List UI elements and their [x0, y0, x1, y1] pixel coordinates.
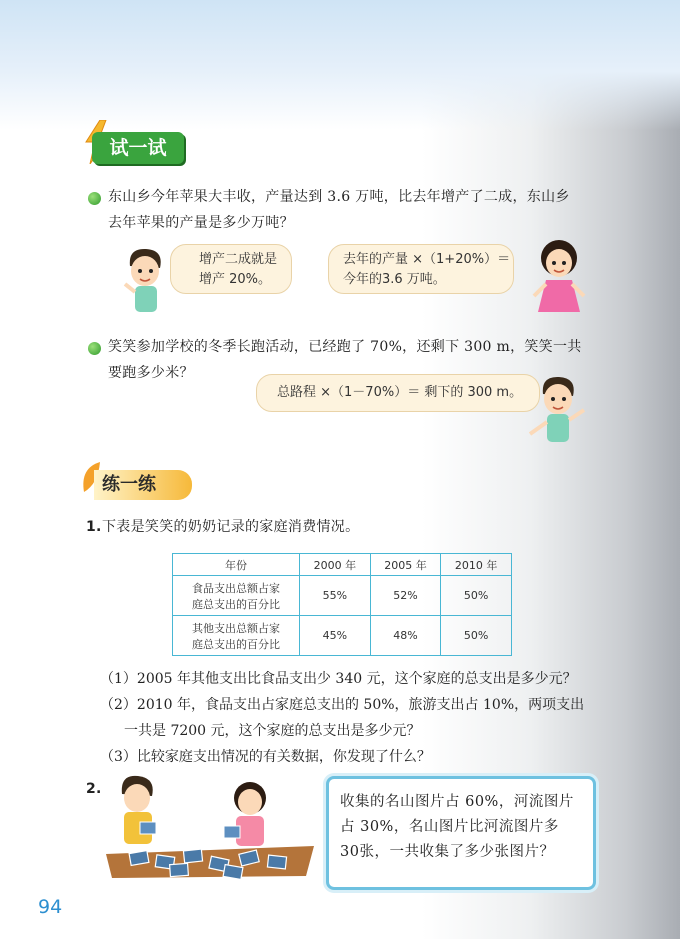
question-3: （3）比较家庭支出情况的有关数据，你发现了什么？ [100, 749, 431, 765]
table-cell: 52% [370, 576, 441, 616]
boy-illustration [120, 244, 170, 314]
boy-illustration [526, 372, 590, 446]
exercise2-line1: 收集的名山图片占 60%，河流图片 [340, 794, 574, 810]
question-1: （1）2005 年其他支出比食品支出少 340 元，这个家庭的总支出是多少元？ [100, 671, 577, 687]
bubble-xiaoxiao-text: 总路程 ×（1－70%）＝ 剩下的 300 m。 [277, 385, 523, 400]
bubble-boy-line2: 增产 20%。 [199, 272, 272, 287]
exercise1-number: 1. [86, 519, 102, 535]
problem1-line2: 去年苹果的产量是多少万吨？ [108, 215, 294, 231]
table-cell: 45% [300, 616, 371, 656]
table-row [173, 576, 512, 616]
exercise2-line3: 30张，一共收集了多少张图片？ [340, 844, 555, 860]
speech-bubble-xiaoxiao [256, 374, 540, 412]
section-title-try: 试一试 [92, 132, 184, 164]
bubble-girl-line2: 今年的3.6 万吨。 [343, 272, 446, 287]
exercise1-intro: 下表是笑笑的奶奶记录的家庭消费情况。 [102, 519, 360, 535]
problem1-line1: 东山乡今年苹果大丰收，产量达到 3.6 万吨，比去年增产了二成，东山乡 [108, 189, 570, 205]
question-2-line2: 一共是 7200 元，这个家庭的总支出是多少元？ [124, 723, 421, 739]
kids-sorting-pictures-illustration [100, 772, 320, 880]
bubble-girl-line1: 去年的产量 ×（1+20%）＝ [343, 252, 511, 267]
bullet-icon [88, 342, 101, 355]
table-row [173, 616, 512, 656]
question-2-line1: （2）2010 年，食品支出占家庭总支出的 50%，旅游支出占 10%，两项支出 [100, 697, 585, 713]
table-row-label [173, 616, 300, 656]
table-cell: 50% [441, 616, 512, 656]
table-header-cell: 2005 年 [370, 554, 441, 576]
expense-table [172, 553, 512, 656]
problem2-line2: 要跑多少米？ [108, 365, 194, 381]
exercise2-number: 2. [86, 781, 102, 797]
page-number: 94 [38, 896, 63, 918]
row-label-line1: 食品支出总额占家 [192, 581, 280, 595]
exercise2-line2: 占 30%，名山图片比河流图片多 [340, 819, 559, 835]
exercise2-text [340, 790, 580, 865]
section-title-practice: 练一练 [94, 470, 192, 500]
table-header-cell: 2000 年 [300, 554, 371, 576]
table-header-row [173, 554, 512, 576]
table-cell: 55% [300, 576, 371, 616]
girl-illustration [530, 236, 588, 320]
table-cell: 48% [370, 616, 441, 656]
table-row-label [173, 576, 300, 616]
problem2-line1: 笑笑参加学校的冬季长跑活动，已经跑了 70%，还剩下 300 m，笑笑一共 [108, 339, 582, 355]
row-label-line2: 庭总支出的百分比 [192, 637, 280, 651]
header-gradient [0, 0, 680, 130]
bullet-icon [88, 192, 101, 205]
table-cell: 50% [441, 576, 512, 616]
bubble-boy-line1: 增产二成就是 [199, 252, 278, 267]
speech-bubble-girl [328, 244, 514, 294]
table-header-cell: 2010 年 [441, 554, 512, 576]
row-label-line1: 其他支出总额占家 [192, 621, 280, 635]
row-label-line2: 庭总支出的百分比 [192, 597, 280, 611]
table-header-cell: 年份 [173, 554, 300, 576]
speech-bubble-boy [170, 244, 292, 294]
